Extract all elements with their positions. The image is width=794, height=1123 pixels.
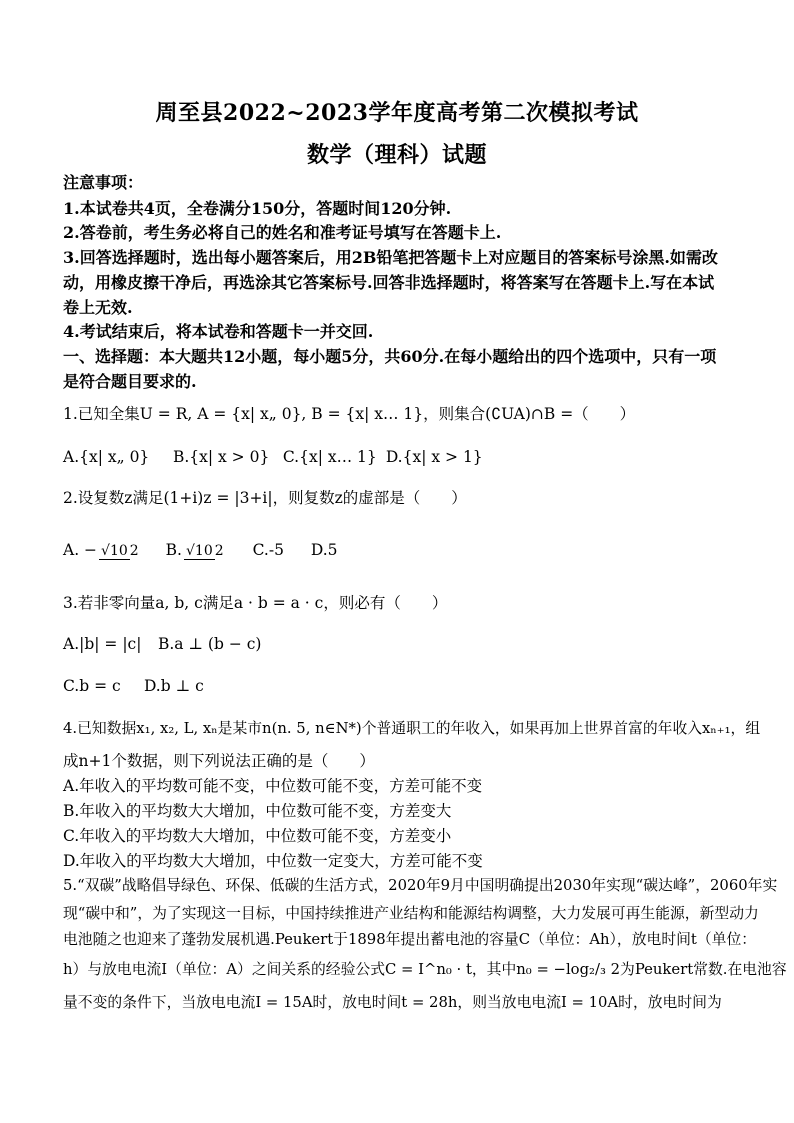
note-item: 3.回答选择题时，选出每小题答案后，用2B铅笔把答题卡上对应题目的答案标号涂黑.如需改 bbox=[63, 248, 718, 267]
question-3-options-row1 bbox=[63, 634, 261, 654]
option-c: C.{x| x… 1} bbox=[282, 448, 377, 466]
sqrt10-over-2-fraction: √10 2 bbox=[101, 542, 139, 559]
question-5-line: 电池随之也迎来了蓬勃发展机遇.Peukert于1898年提出蓄电池的容量C（单位：Ah），放电时间t（单位： bbox=[63, 931, 757, 948]
question-5-line: 5.“双碳”战略倡导绿色、环保、低碳的生活方式，2020年9月中国明确提出2030年实现“碳达峰”，2060年实 bbox=[63, 877, 778, 894]
question-1-stem: 1.已知全集U = R, A = {x| x„ 0}, B = {x| x… 1}，则集合(∁UA)∩B =（ ） bbox=[63, 405, 636, 423]
option-c: C.b = c bbox=[63, 677, 121, 695]
note-item: 卷上无效. bbox=[63, 298, 133, 317]
notes-heading: 注意事项： bbox=[63, 173, 144, 192]
sqrt10-over-2-fraction: √10 2 bbox=[185, 542, 224, 559]
question-1-options bbox=[63, 447, 483, 467]
section-heading-cont: 是符合题目要求的. bbox=[63, 372, 197, 391]
question-3-stem: 3.若非零向量a, b, c满足a · b = a · c，则必有（ ） bbox=[63, 594, 448, 612]
option-d: D.5 bbox=[310, 541, 338, 559]
option-d: D.b ⊥ c bbox=[143, 677, 204, 695]
section-heading: 一、选择题：本大题共12小题，每小题5分，共60分.在每小题给出的四个选项中，只有一项 bbox=[63, 347, 717, 366]
option-c: C.-5 bbox=[252, 541, 284, 559]
option-b: B.{x| x > 0} bbox=[172, 448, 270, 466]
option-a: A.|b| = |c| bbox=[63, 635, 142, 653]
note-item: 1.本试卷共4页，全卷满分150分，答题时间120分钟. bbox=[63, 199, 452, 218]
option-a: A. − √10 2 bbox=[63, 541, 139, 559]
question-2-stem: 2.设复数z满足(1+i)z = |3+i|，则复数z的虚部是（ ） bbox=[63, 489, 467, 507]
note-item: 2.答卷前，考生务必将自己的姓名和准考证号填写在答题卡上. bbox=[63, 223, 502, 242]
option-d: D.{x| x > 1} bbox=[385, 448, 483, 466]
question-5-line: h）与放电电流I（单位：A）之间关系的经验公式C = I^n₀ · t，其中n₀ = −log₂/₃ 2为Peukert常数.在电池容 bbox=[63, 961, 787, 978]
question-3-options-row2 bbox=[63, 676, 204, 696]
question-4-option-b: B.年收入的平均数大大增加，中位数可能不变，方差变大 bbox=[63, 802, 452, 820]
exam-title: 周至县2022~2023学年度高考第二次模拟考试 bbox=[155, 100, 639, 126]
question-2-options bbox=[63, 530, 338, 570]
note-item: 动，用橡皮擦干净后，再选涂其它答案标号.回答非选择题时，将答案写在答题卡上.写在本试 bbox=[63, 273, 715, 292]
note-item: 4.考试结束后，将本试卷和答题卡一并交回. bbox=[63, 322, 374, 341]
question-4-option-a: A.年收入的平均数可能不变，中位数可能不变，方差可能不变 bbox=[63, 777, 483, 795]
question-5-line: 量不变的条件下，当放电电流I = 15A时，放电时间t = 28h，则当放电电流I = 10A时，放电时间为 bbox=[63, 994, 722, 1011]
option-b: B.a ⊥ (b − c) bbox=[157, 635, 262, 653]
question-4-option-c: C.年收入的平均数大大增加，中位数可能不变，方差变小 bbox=[63, 827, 452, 845]
question-4-stem-cont: 成n+1个数据，则下列说法正确的是（ ） bbox=[63, 752, 375, 770]
question-4-stem: 4.已知数据x₁, x₂, L, xₙ是某市n(n. 5, n∈N*)个普通职工的年收入，如果再加上世界首富的年收入xₙ₊₁，组 bbox=[63, 720, 761, 737]
question-4-option-d: D.年收入的平均数大大增加，中位数一定变大，方差可能不变 bbox=[63, 852, 483, 870]
question-5-line: 现“碳中和”，为了实现这一目标，中国持续推进产业结构和能源结构调整，大力发展可再生能源，新型动力 bbox=[63, 905, 759, 922]
option-a: A.{x| x„ 0} bbox=[63, 448, 150, 466]
exam-subtitle: 数学（理科）试题 bbox=[306, 142, 487, 168]
option-b: B. √10 2 bbox=[165, 541, 224, 559]
